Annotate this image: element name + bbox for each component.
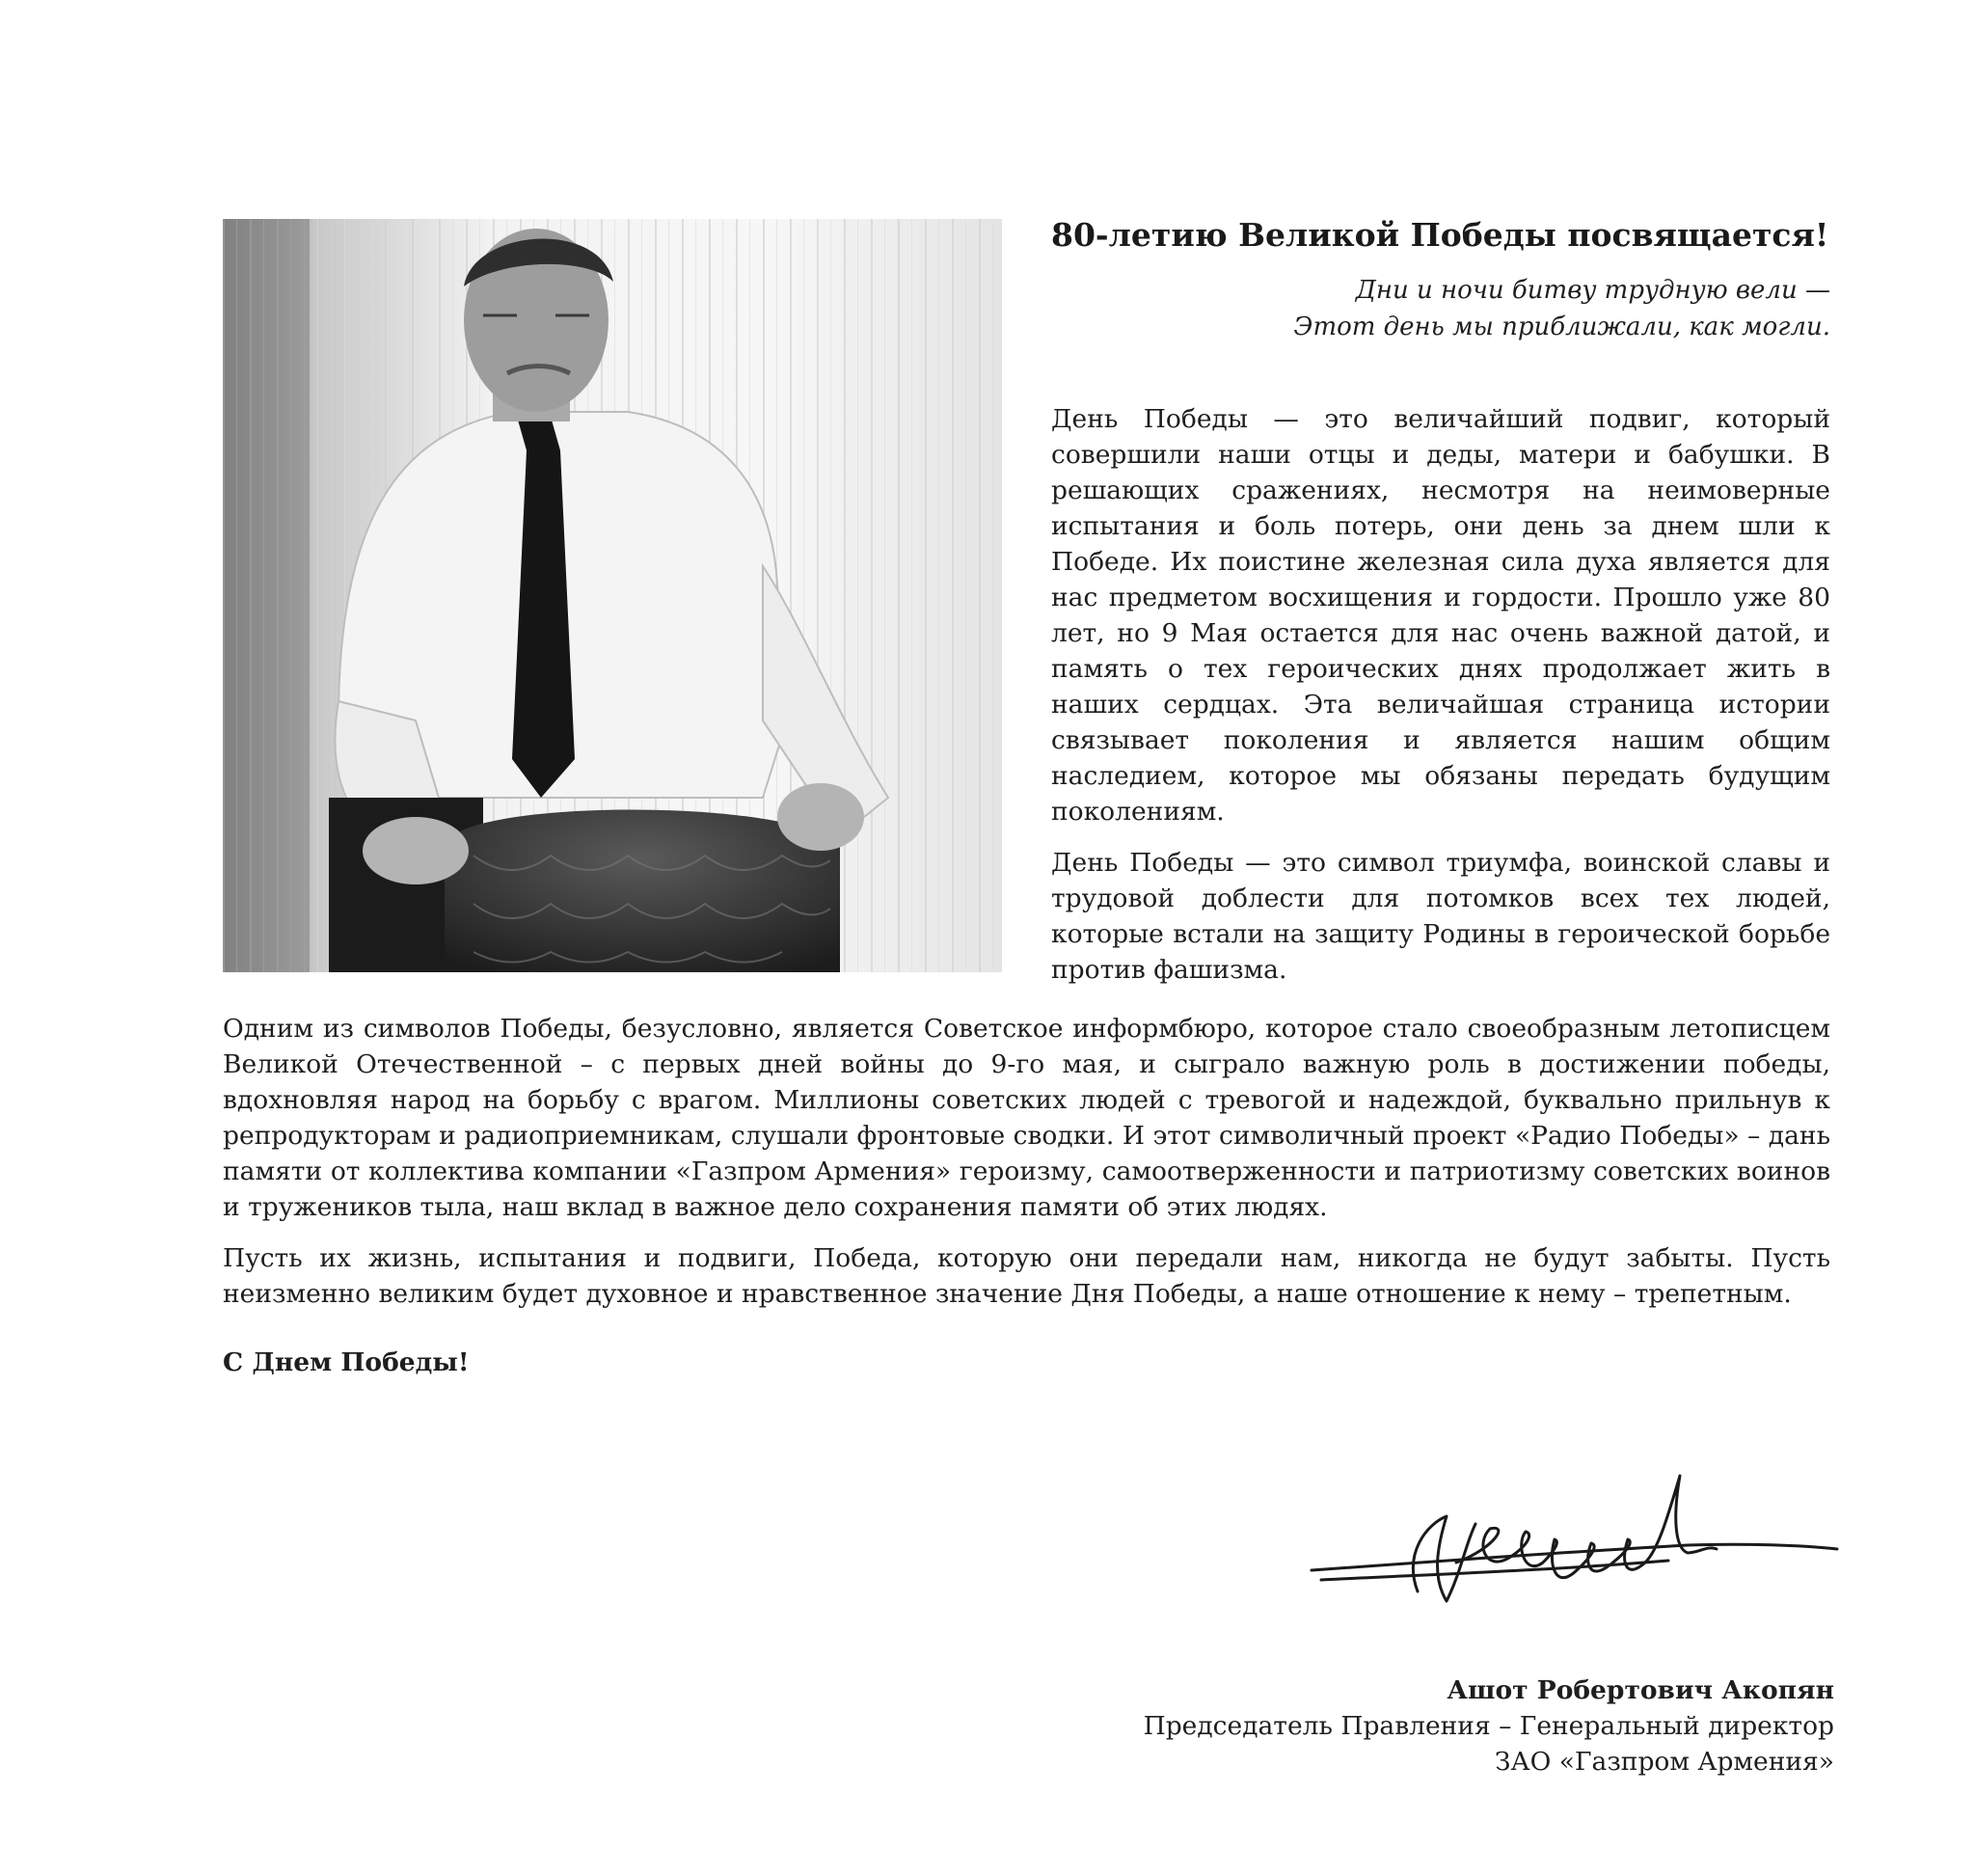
right-column	[1051, 214, 1830, 988]
epigraph-line: Этот день мы приближали, как могли.	[1293, 313, 1830, 341]
signer-name: Ашот Робертович Акопян	[1447, 1675, 1834, 1705]
epigraph	[1051, 272, 1830, 345]
signature-icon	[1302, 1456, 1842, 1630]
page-title: 80-летию Великой Победы посвящается!	[1051, 216, 1829, 254]
signature-block	[993, 1672, 1834, 1780]
portrait-photo	[223, 219, 1002, 972]
portrait-illustration	[223, 219, 1002, 972]
paragraph: Одним из символов Победы, безусловно, является Советское информбюро, которое стало своеобразным летописцем Великой Отечественной – с первых дней войны до 9-го мая, и сыграло важную роль в достижении победы, вдохновляя народ на борьбу с врагом. Миллионы советских людей с тревогой и надеждой, буквально прильнув к репродукторам и радиоприемникам, слушали фронтовые сводки. И этот символичный проект «Радио Победы» – дань памяти от коллектива компании «Газпром Армения» героизму, самоотверженности и патриотизму советских воинов и тружеников тыла, наш вклад в важное дело сохранения памяти об этих людях.	[223, 1014, 1830, 1222]
paragraph: Пусть их жизнь, испытания и подвиги, Победа, которую они передали нам, никогда не будут забыты. Пусть неизменно великим будет духовное и нравственное значение Дня Победы, а наше отношение к нему – трепетным.	[223, 1243, 1830, 1309]
epigraph-line: Дни и ночи битву трудную вели —	[1355, 276, 1830, 305]
handwritten-signature	[1302, 1456, 1842, 1630]
bottom-text	[223, 1011, 1830, 1380]
paragraph: День Победы — это символ триумфа, воинской славы и трудовой доблести для потомков всех тех людей, которые встали на защиту Родины в героической борьбе против фашизма.	[1051, 848, 1830, 985]
signer-company: ЗАО «Газпром Армения»	[1495, 1747, 1834, 1777]
greeting: С Днем Победы!	[223, 1347, 470, 1377]
signer-position: Председатель Правления – Генеральный директор	[1143, 1711, 1834, 1741]
paragraph: День Победы — это величайший подвиг, который совершили наши отцы и деды, матери и бабушки. В решающих сражениях, несмотря на неимоверные испытания и боль потерь, они день за днем шли к Победе. Их поистине железная сила духа является для нас предметом восхищения и гордости. Прошло уже 80 лет, но 9 Мая остается для нас очень важной датой, и память о тех героических днях продолжает жить в наших сердцах. Эта величайшая страница истории связывает поколения и является нашим общим наследием, которое мы обязаны передать будущим поколениям.	[1051, 404, 1830, 827]
